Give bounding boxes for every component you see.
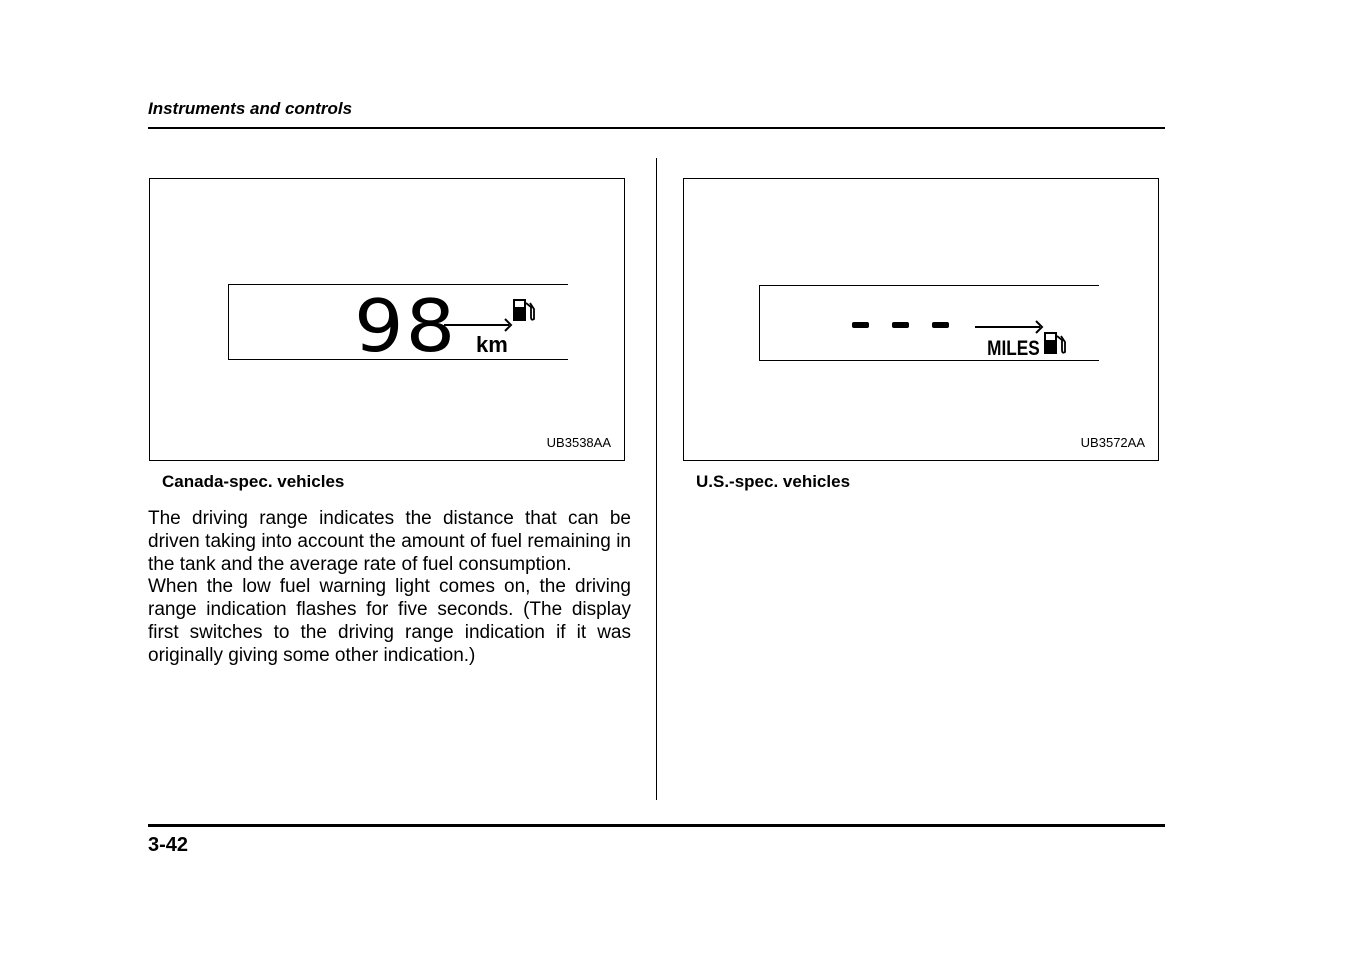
fuel-pump-icon <box>513 299 534 321</box>
figure-code: UB3538AA <box>546 435 611 450</box>
column-divider <box>656 158 657 800</box>
lcd-unit: MILES <box>987 337 1040 361</box>
figure-code: UB3572AA <box>1080 435 1145 450</box>
figure-canada-spec <box>149 178 625 461</box>
lcd-display-us <box>759 276 1099 361</box>
paragraph: When the low fuel warning light comes on, the driving range indication flashes for five seconds. (The display first switches to the driving range indication if it was originally giving some other indication.) <box>148 576 631 666</box>
figure-caption: U.S.-spec. vehicles <box>696 472 851 491</box>
lcd-digits: 98 <box>354 284 458 369</box>
figure-caption: Canada-spec. vehicles <box>162 472 345 491</box>
fuel-pump-icon <box>1044 332 1065 354</box>
lcd-unit: km <box>476 332 508 357</box>
figure-us-spec <box>683 178 1159 461</box>
footer-rule <box>148 824 1165 827</box>
page-number: 3-42 <box>148 834 189 856</box>
lcd-display-canada <box>228 284 568 369</box>
lcd-value-text: - - - <box>760 276 762 277</box>
section-title: Instruments and controls <box>148 99 353 118</box>
body-text <box>148 508 631 668</box>
header-rule <box>148 127 1165 129</box>
lcd-dashes <box>852 322 949 328</box>
paragraph: The driving range indicates the distance that can be driven taking into account the amount of fuel remaining in the tank and the average rate of fuel consumption. <box>148 508 631 575</box>
lcd-graphic <box>760 276 1100 362</box>
lcd-graphic <box>229 284 569 369</box>
